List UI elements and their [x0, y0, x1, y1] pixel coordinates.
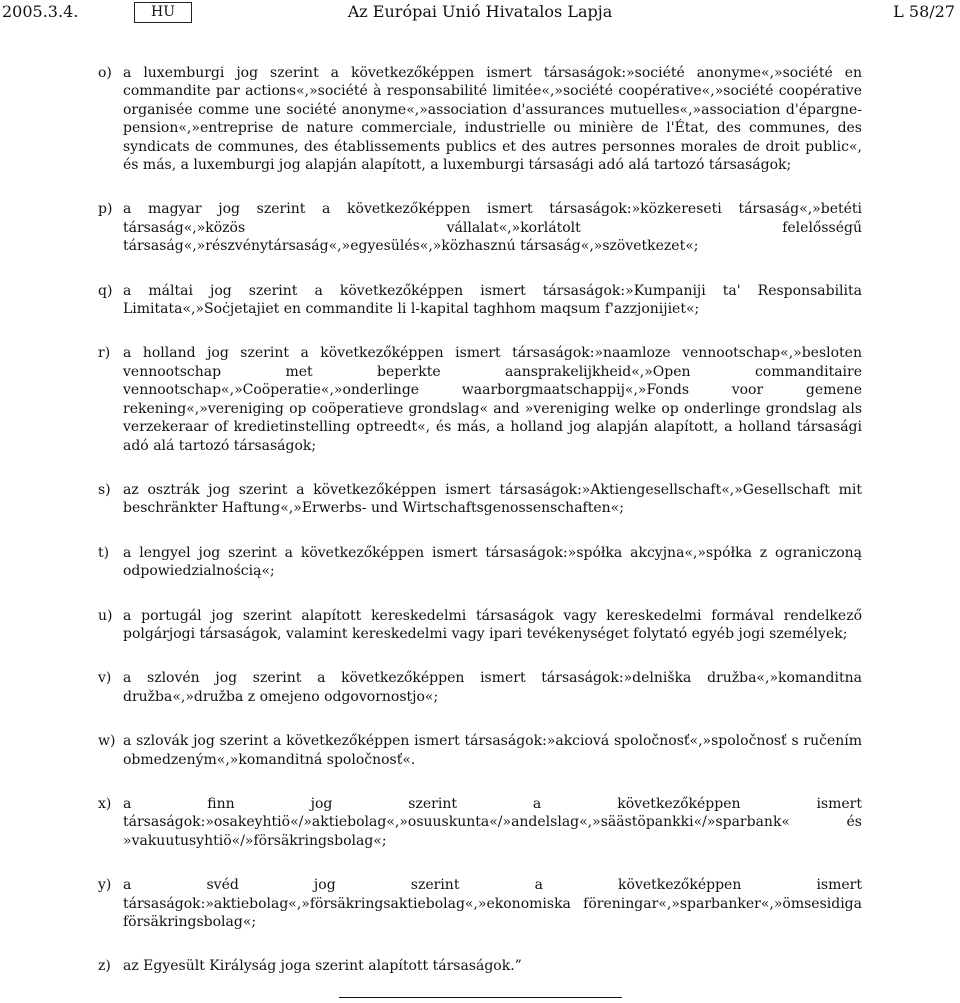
list-item-t [0, 544, 960, 581]
item-text: a máltai jog szerint a következőképpen ismert társaságok:»Kumpaniji ta' Responsabilita Limitata«,»Soċjetajiet en commandite li l-kapital taghhom maqsum f'azzjonijiet«; [123, 282, 862, 318]
item-text: a portugál jog szerint alapított kereskedelmi társaságok vagy kereskedelmi formával rendelkező polgárjogi társaságok, valamint kereskedelmi vagy ipari tevékenységet folytató egyéb jogi személyek; [123, 607, 862, 642]
item-letter: t) [98, 544, 110, 561]
item-letter: w) [98, 733, 116, 750]
list-item-v [0, 669, 960, 706]
item-text: a szlovák jog szerint a következőképpen ismert társaságok:»akciová spoločnosť«,»spoločnosť s ručením obmedzeným«,»komanditná spoločnosť«. [123, 733, 862, 768]
item-text: a lengyel jog szerint a következőképpen ismert társaságok:»spółka akcyjna«,»spółka z ograniczoną odpowiedzialnością«; [123, 544, 862, 580]
item-text: az osztrák jog szerint a következőképpen ismert társaságok:»Aktiengesellschaft«,»Gesellschaft mit beschränkter Haftung«,»Erwerbs- und Wirtschaftsgenossenschaften«; [123, 481, 862, 517]
item-letter: x) [98, 795, 112, 812]
list-item-s [0, 481, 960, 518]
page-header [0, 2, 960, 26]
item-letter: o) [98, 65, 112, 81]
list-item-x [0, 795, 960, 850]
journal-title: Az Európai Unió Hivatalos Lapja [347, 2, 613, 21]
list-item-o [0, 64, 960, 174]
item-letter: s) [98, 481, 111, 498]
item-letter: u) [98, 607, 113, 624]
item-text: az Egyesült Királyság joga szerint alapított társaságok.” [123, 958, 522, 975]
item-letter: q) [98, 282, 113, 299]
list-item-u [0, 607, 960, 644]
item-text: a magyar jog szerint a következőképpen ismert társaságok:»közkereseti társaság«,»betéti társaság«,»közös vállalat«,»korlátolt felelősségű társaság«,»részvénytársaság«,»egyesülés«,»közhasznú társaság«,»szövetkezet«; [123, 201, 862, 255]
list-item-p [0, 200, 960, 255]
item-letter: r) [98, 345, 111, 362]
list-item-z [0, 957, 960, 975]
item-letter: v) [98, 670, 112, 687]
item-letter: p) [98, 201, 113, 218]
item-letter: z) [98, 958, 111, 975]
item-text: a holland jog szerint a következőképpen ismert társaságok:»naamloze vennootschap«,»besloten vennootschap met beperkte aansprakelijkheid«,»Open commanditaire vennootschap«,»Coöperatie«,»onderlinge waarborgmaatschappij«,»Fonds voor gemene rekening«,»vereniging op coöperatieve grondslag« and »vereniging welke op onderlinge grondslag als verzekeraar of kredietinstelling optreedt«, és más, a holland jog alapján alapított, a holland társasági adó alá tartozó társaságok; [123, 345, 862, 454]
item-text: a finn jog szerint a következőképpen ismert társaságok:»osakeyhtiö«/»aktiebolag«,»osuuskunta«/»andelslag«,»säästöpankki«/»sparbank« és »vakuutusyhtiö«/»försäkringsbolag«; [123, 795, 862, 849]
item-text: a luxemburgi jog szerint a következőképpen ismert társaságok:»société anonyme«,»société en commandite par actions«,»société à responsabilité limitée«,»société coopérative«,»société coopérative organisée comme une société anonyme«,»association d'assurances mutuelles«,»association d'épargne-pension«,»entreprise de nature commerciale, industrielle ou minière de l'État, des communes, des syndicats de communes, des établissements publics et des autres personnes morales de droit public«, és más, a luxemburgi jog alapján alapított, a luxemburgi társasági adó alá tartozó társaságok; [123, 65, 862, 174]
page-number: L 58/27 [893, 2, 955, 21]
item-letter: y) [98, 877, 112, 894]
item-text: a szlovén jog szerint a következőképpen ismert társaságok:»delniška družba«,»komanditna družba«,»družba z omejeno odgovornostjo«; [123, 670, 862, 705]
list-item-w [0, 732, 960, 769]
language-badge: HU [134, 2, 192, 23]
list-item-y [0, 876, 960, 931]
list-item-r [0, 344, 960, 454]
footer-rule [339, 997, 622, 998]
document-body [0, 64, 960, 976]
publication-date: 2005.3.4. [2, 2, 79, 21]
item-text: a svéd jog szerint a következőképpen ismert társaságok:»aktiebolag«,»försäkringsaktiebolag«,»ekonomiska föreningar«,»sparbanker«,»ömsesidiga försäkringsbolag«; [123, 877, 862, 930]
list-item-q [0, 282, 960, 319]
